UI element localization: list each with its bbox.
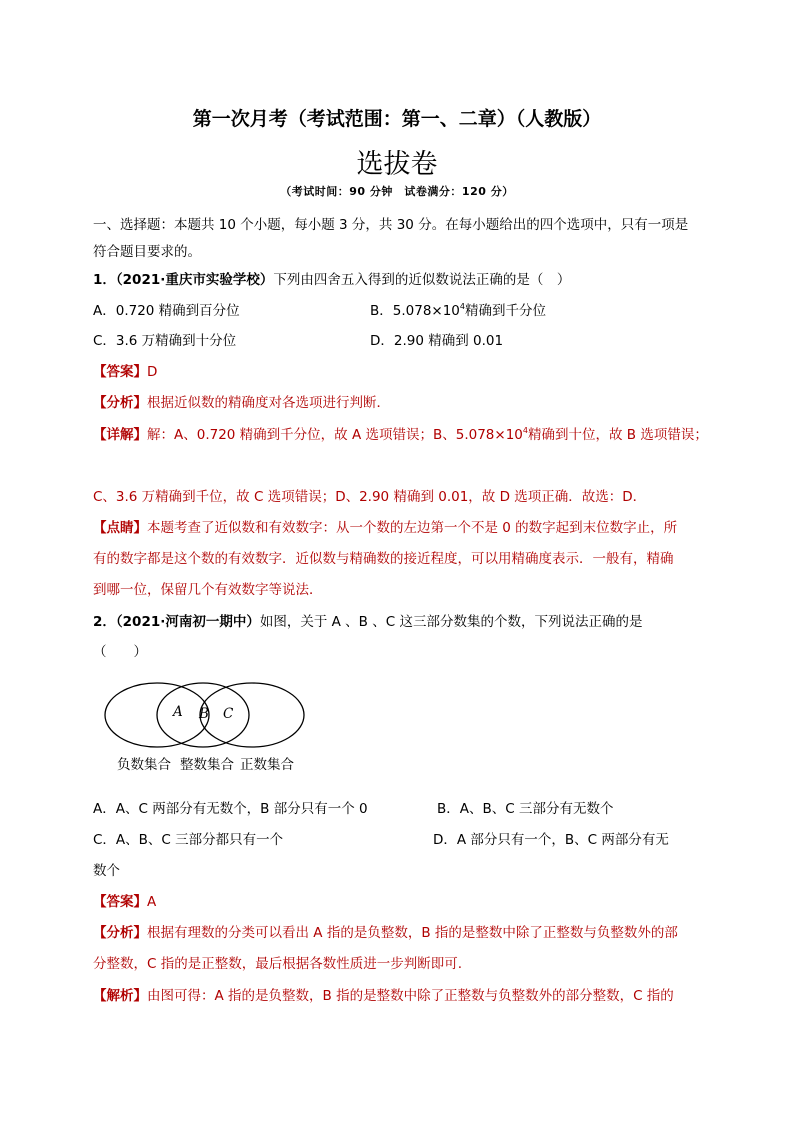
question-text: 下列由四舍五入得到的近似数说法正确的是（ ） <box>273 272 571 288</box>
question-2-stem: 2．（2021·河南初一期中）如图，关于 A 、B 、C 这三部分数集的个数，下列说法正确的是 <box>93 614 643 630</box>
positive-set-ellipse <box>200 683 304 747</box>
q2-analysis-line2: 分整数，C 指的是正整数，最后根据各数性质进一步判断即可. <box>93 956 463 972</box>
q1-comment-line1: 【点睛】本题考查了近似数和有效数字：从一个数的左边第一个不是 0 的数字起到末位数字止，所 <box>93 520 678 536</box>
q2-analysis-line1: 【分析】根据有理数的分类可以看出 A 指的是负整数，B 指的是整数中除了正整数与负整数外的部 <box>93 925 678 941</box>
q2-option-d: D．A 部分只有一个，B、C 两部分有无 <box>433 832 669 848</box>
q2-option-c: C．A、B、C 三部分都只有一个 <box>93 832 284 848</box>
page-subtitle: 选拔卷 <box>356 149 438 180</box>
q1-answer: 【答案】D <box>93 364 158 380</box>
q2-solution-line1: 【解析】由图可得：A 指的是负整数，B 指的是整数中除了正整数与负整数外的部分整数，C 指的 <box>93 988 674 1004</box>
venn-label-positive: 正数集合 <box>240 757 294 773</box>
exam-note: （考试时间：90 分钟 试卷满分：120 分） <box>280 185 514 198</box>
section-instructions-line1: 一、选择题：本题共 10 个小题，每小题 3 分，共 30 分。在每小题给出的四个选项中，只有一项是 <box>93 217 689 233</box>
q1-option-d: D．2.90 精确到 0.01 <box>370 333 504 349</box>
question-source: （2021·重庆市实验学校） <box>115 272 274 288</box>
q1-detail-line1: 【详解】解：A、0.720 精确到千分位，故 A 选项错误；B、$5.078\times 10^4$精确到十位，故 B 选项错误； <box>93 426 708 443</box>
venn-label-negative: 负数集合 <box>117 757 171 773</box>
q2-option-a: A．A、C 两部分有无数个，B 部分只有一个 0 <box>93 801 368 817</box>
venn-region-c: C <box>223 706 234 722</box>
page-title: 第一次月考（考试范围：第一、二章）（人教版） <box>192 108 602 130</box>
q1-option-c: C．3.6 万精确到十分位 <box>93 333 237 349</box>
question-1-stem <box>93 268 570 288</box>
q2-option-d-cont: 数个 <box>93 863 120 879</box>
q1-comment-line3: 到哪一位，保留几个有效数字等说法． <box>93 582 323 598</box>
section-instructions-line2: 符合题目要求的。 <box>93 244 201 260</box>
question-2-paren: （ ） <box>93 644 147 660</box>
q1-analysis: 【分析】根据近似数的精确度对各选项进行判断． <box>93 395 390 411</box>
question-number: 1． <box>93 272 116 288</box>
venn-region-b: B <box>199 706 209 722</box>
q1-comment-line2: 有的数字都是这个数的有效数字．近似数与精确数的接近程度，可以用精确度表示．一般有，精确 <box>93 551 674 567</box>
venn-region-a: A <box>173 704 183 720</box>
q2-answer: 【答案】A <box>93 894 157 910</box>
q1-option-b: B．$5.078\times 10^4$精确到千分位 <box>370 302 546 319</box>
q1-option-a: A．0.720 精确到百分位 <box>93 303 240 319</box>
venn-label-integer: 整数集合 <box>180 757 234 773</box>
q1-detail-line2: C、3.6 万精确到千位，故 C 选项错误；D、2.90 精确到 0.01，故 D 选项正确．故选：D． <box>93 489 647 505</box>
q2-option-b: B．A、B、C 三部分有无数个 <box>437 801 614 817</box>
